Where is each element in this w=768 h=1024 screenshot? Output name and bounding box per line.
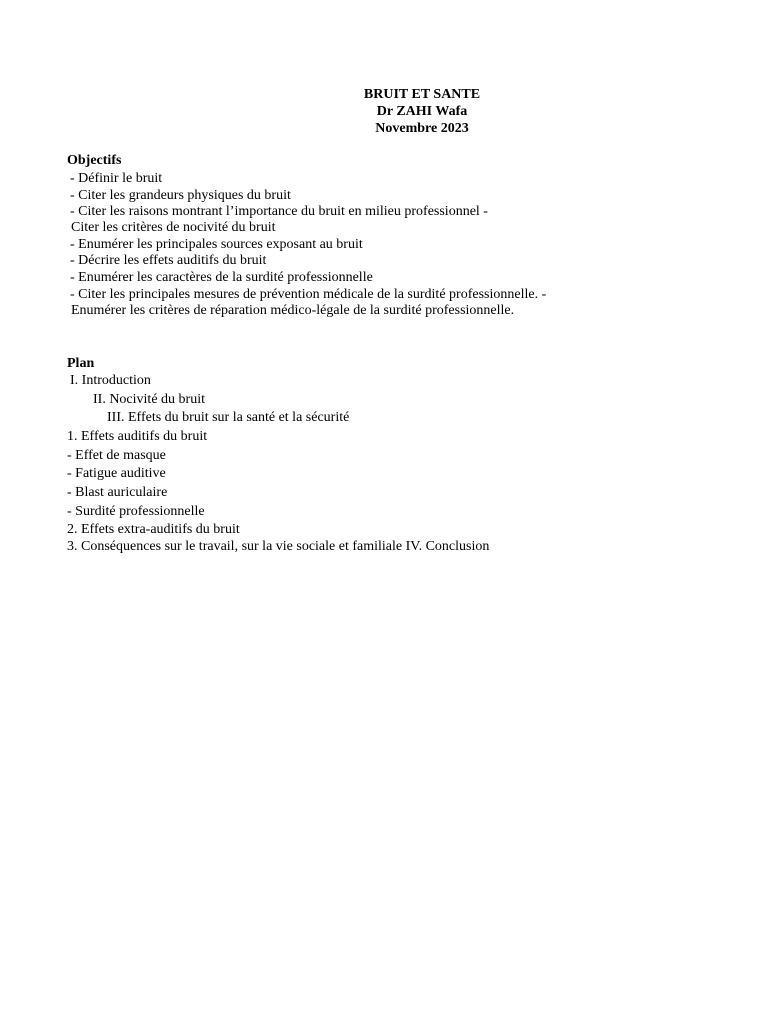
objectifs-heading: Objectifs <box>67 153 122 168</box>
document-header <box>0 86 768 137</box>
plan-heading: Plan <box>67 356 95 371</box>
objectif-item: Citer les critères de nocivité du bruit <box>71 220 276 235</box>
plan-item: III. Effets du bruit sur la santé et la sécurité <box>107 410 350 425</box>
plan-item: - Effet de masque <box>67 448 166 463</box>
objectif-item: - Enumérer les principales sources exposant au bruit <box>70 237 363 252</box>
document-title: BRUIT ET SANTE <box>363 87 481 102</box>
objectif-item: - Citer les principales mesures de prévention médicale de la surdité professionnelle. - <box>70 287 547 302</box>
objectif-item: Enumérer les critères de réparation médico-légale de la surdité professionnelle. <box>71 303 515 318</box>
plan-item: 1. Effets auditifs du bruit <box>67 429 208 444</box>
plan-item: 3. Conséquences sur le travail, sur la vie sociale et familiale IV. Conclusion <box>67 539 490 554</box>
plan-item: - Blast auriculaire <box>67 485 168 500</box>
plan-item: I. Introduction <box>70 373 151 388</box>
plan-item: 2. Effets extra-auditifs du bruit <box>67 522 240 537</box>
objectif-item: - Décrire les effets auditifs du bruit <box>70 253 267 268</box>
plan-item: - Fatigue auditive <box>67 466 166 481</box>
plan-item: - Surdité professionnelle <box>67 504 205 519</box>
objectif-item: - Citer les grandeurs physiques du bruit <box>70 188 291 203</box>
document-date: Novembre 2023 <box>375 121 469 136</box>
objectif-item: - Citer les raisons montrant l’importance du bruit en milieu professionnel - <box>70 204 488 219</box>
plan-item: II. Nocivité du bruit <box>93 392 205 407</box>
objectif-item: - Définir le bruit <box>70 171 163 186</box>
document-author: Dr ZAHI Wafa <box>376 104 468 119</box>
objectif-item: - Enumérer les caractères de la surdité professionnelle <box>70 270 373 285</box>
